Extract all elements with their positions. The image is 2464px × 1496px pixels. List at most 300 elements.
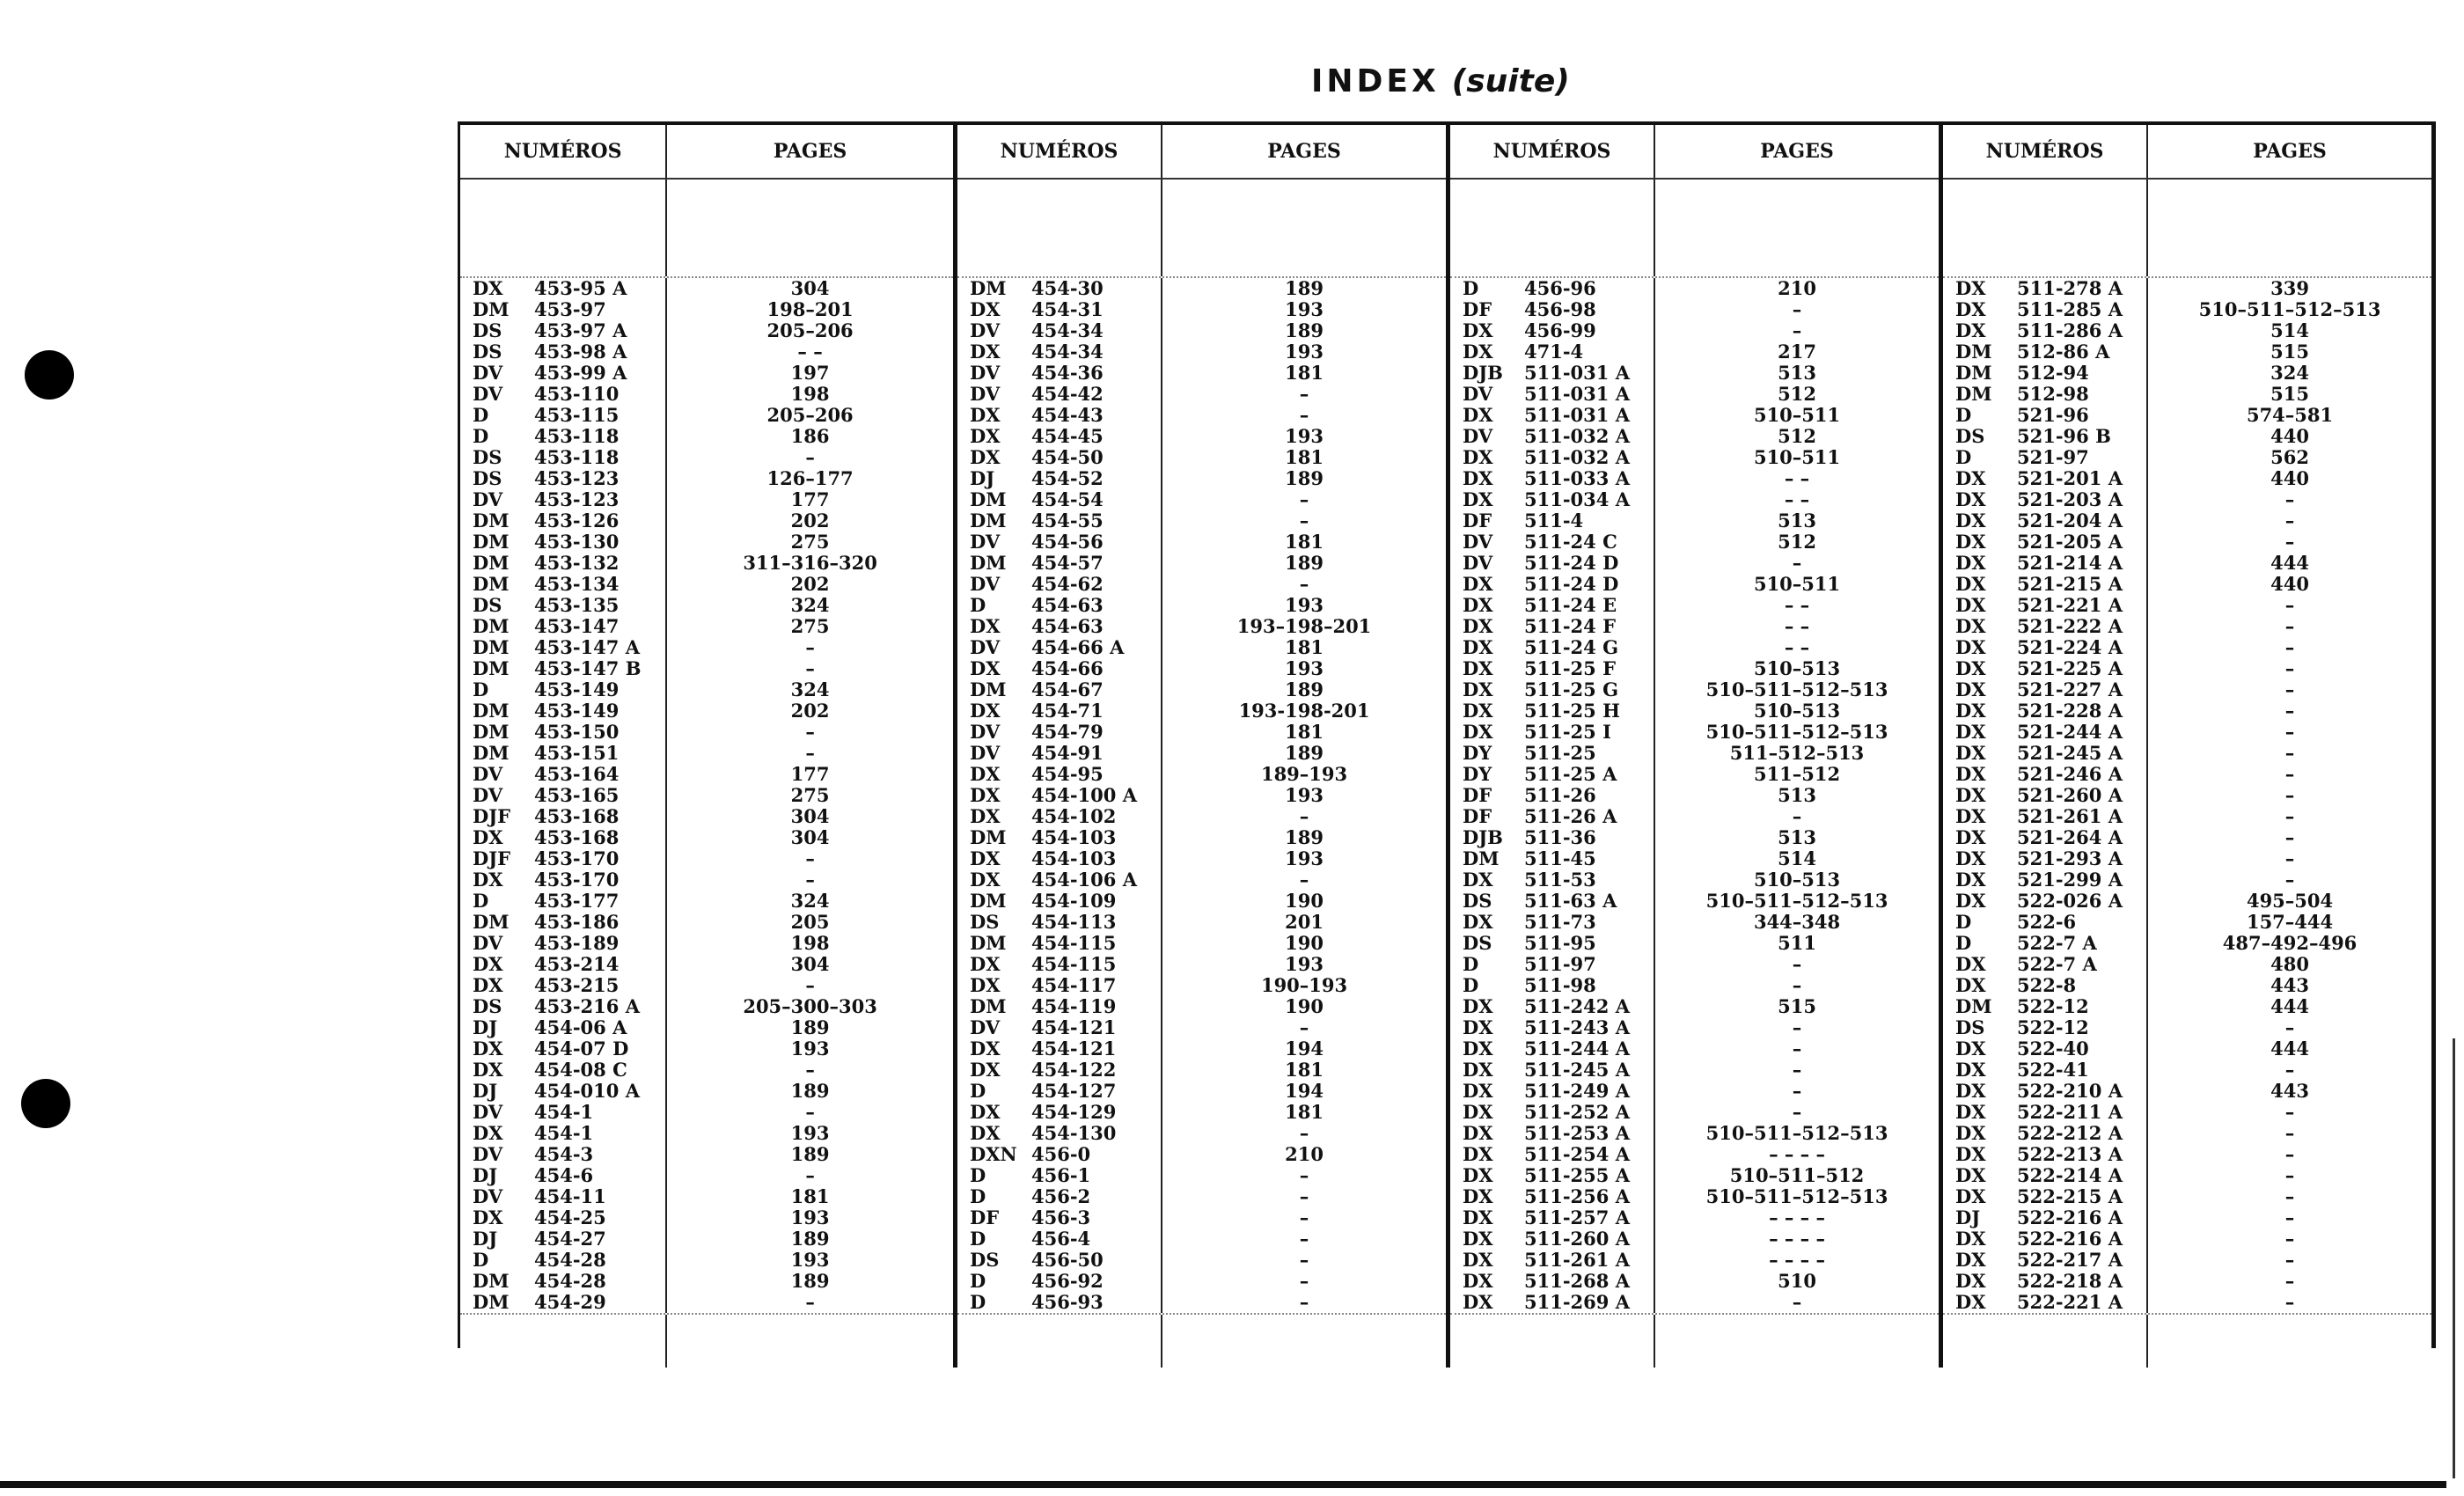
index-entry-number [1943,806,2146,827]
index-entry-pages: – [1299,1249,1309,1271]
index-entry-pages: 181 [1285,446,1324,468]
index-entry-number [957,912,1161,933]
index-entry-number [1943,595,2146,616]
index-entry-number [460,363,665,384]
entry-number: 511-95 [1524,932,1596,954]
index-entry-pages: 510–513 [1753,657,1841,679]
index-entry-number [1943,869,2146,891]
index-entry-number [957,806,1161,827]
entry-number: 521-260 A [2017,784,2123,806]
entry-number: 454-57 [1031,552,1104,574]
index-entry-pages: – [1299,1122,1309,1144]
dotted-spacer [957,180,1446,278]
entry-prefix: DX [1463,1122,1493,1144]
index-entry-pages: – – [1784,636,1810,658]
entry-number: 454-28 [534,1270,606,1292]
entry-prefix: DF [1463,510,1492,532]
entry-number: 456-4 [1031,1228,1091,1250]
index-entry-pages: 190 [1285,890,1324,912]
index-entry-number [1943,1144,2146,1165]
entry-number: 453-118 [534,446,620,468]
entry-prefix: DX [1955,1122,1986,1144]
index-entry-pages: 275 [790,531,830,553]
entry-number: 453-214 [534,953,620,975]
entry-number: 522-6 [2017,911,2077,933]
index-entry-number [1450,426,1654,447]
index-entry-number [460,1081,665,1102]
entry-number: 453-97 A [534,319,627,341]
index-entry-pages: 193 [790,1038,830,1060]
index-entry-number [957,637,1161,658]
entry-prefix: DX [970,1059,1001,1081]
index-entry-number [460,299,665,320]
entry-prefix: DV [473,1185,503,1207]
index-entry-number [460,1207,665,1228]
entry-prefix: DM [473,657,510,679]
index-entry-number [1943,1038,2146,1060]
index-entry-number [460,658,665,679]
index-entry-number [460,891,665,912]
header-pages: PAGES [2253,140,2327,163]
entry-number: 453-149 [534,678,620,700]
index-entry-number [957,933,1161,954]
index-entry-pages: – [1299,1016,1309,1038]
entry-number: 453-97 [534,298,606,320]
index-entry-number [1450,1102,1654,1123]
entry-number: 521-224 A [2017,636,2123,658]
entry-prefix: DX [1955,1143,1986,1165]
index-entry-number [957,1102,1161,1123]
index-entry-pages: 512 [1778,383,1816,405]
index-entry-pages: 181 [1285,362,1324,384]
entry-number: 456-92 [1031,1270,1104,1292]
index-entry-pages: 444 [2270,552,2309,574]
index-entry-number [957,1186,1161,1207]
dotted-spacer [460,180,953,278]
entry-prefix: DM [473,700,510,722]
entry-number: 453-164 [534,763,620,785]
index-entry-pages: – [2284,531,2295,553]
index-entry-pages: 515 [2270,383,2309,405]
index-entry-number [957,891,1161,912]
title-text: INDEX [1311,63,1440,99]
dotted-footer [460,1313,953,1368]
index-entry-number [957,468,1161,489]
index-grid [460,125,2431,1348]
entry-prefix: DX [970,869,1001,891]
index-entry-number [1943,1123,2146,1144]
entry-prefix: DX [1955,573,1986,595]
entry-number: 456-3 [1031,1206,1091,1228]
index-entry-number [1943,996,2146,1017]
pages-column [667,278,953,1313]
entry-number: 453-132 [534,552,620,574]
index-entry-number [957,1123,1161,1144]
index-entry-pages: 189–193 [1260,763,1348,785]
entry-prefix: DX [1955,953,1986,975]
index-entry-number [1943,341,2146,363]
entry-number: 512-94 [2017,362,2089,384]
index-entry-pages: – [1299,1206,1309,1228]
index-entry-number [957,1207,1161,1228]
index-entry-pages: 512 [1778,531,1816,553]
index-entry-number [1450,785,1654,806]
index-entry-pages: – [1299,869,1309,891]
index-entry-number [1943,320,2146,341]
entry-number: 454-28 [534,1249,606,1271]
entry-number: 453-130 [534,531,620,553]
entry-number: 453-147 A [534,636,640,658]
entry-number: 454-113 [1031,911,1117,933]
entry-number: 454-100 A [1031,784,1137,806]
entry-prefix: D [1955,911,1972,933]
index-entry-pages: – [1792,974,1802,996]
entry-number: 522-12 [2017,995,2089,1017]
index-entry-number [460,806,665,827]
entry-prefix: DV [1463,552,1493,574]
entry-prefix: DX [1463,467,1493,489]
index-entry-pages: 513 [1778,784,1816,806]
entry-prefix: DM [473,573,510,595]
entry-number: 521-203 A [2017,488,2123,510]
entry-number: 454-34 [1031,341,1104,363]
header-pages: PAGES [1267,140,1341,163]
pages-column [1655,278,1939,1313]
index-entry-number [1450,679,1654,700]
entry-prefix: DX [1463,615,1493,637]
entry-prefix: DM [970,678,1007,700]
entry-prefix: DM [473,531,510,553]
index-entry-number [1450,912,1654,933]
entry-prefix: DS [1463,890,1492,912]
index-entry-pages: – – [1784,488,1810,510]
index-entry-number [1450,1292,1654,1313]
index-entry-pages: – [805,721,815,743]
index-entry-number [1943,489,2146,510]
entry-prefix: DX [970,404,1001,426]
index-entry-pages: – [1299,383,1309,405]
entry-number: 521-204 A [2017,510,2123,532]
index-entry-pages: 513 [1778,510,1816,532]
index-entry-pages: 190–193 [1260,974,1348,996]
entry-prefix: DX [1463,488,1493,510]
entry-prefix: DY [1463,742,1492,764]
index-entry-number [1450,827,1654,848]
index-entry-pages: – [805,636,815,658]
entry-number: 511-256 A [1524,1185,1630,1207]
entry-prefix: DX [1955,1228,1986,1250]
entry-prefix: DM [473,721,510,743]
entry-prefix: DX [1463,1249,1493,1271]
index-entry-pages: 574–581 [2246,404,2334,426]
index-entry-pages: 514 [2270,319,2309,341]
entry-number: 454-50 [1031,446,1104,468]
entry-number: 456-98 [1524,298,1596,320]
index-entry-number [1450,996,1654,1017]
entry-prefix: DX [1463,1038,1493,1060]
index-entry-pages: 510–513 [1753,700,1841,722]
entry-number: 456-50 [1031,1249,1104,1271]
index-entry-number [957,1060,1161,1081]
index-entry-pages: – [1299,805,1309,827]
section-header [460,125,953,180]
entry-prefix: DX [1463,1080,1493,1102]
entry-prefix: DX [970,446,1001,468]
entry-number: 521-299 A [2017,869,2123,891]
entry-prefix: DX [1955,890,1986,912]
entry-number: 454-27 [534,1228,606,1250]
entry-number: 511-253 A [1524,1122,1630,1144]
entry-prefix: DX [1955,869,1986,891]
index-entry-pages: 515 [2270,341,2309,363]
index-entry-pages: – [1299,1291,1309,1313]
pages-column [2148,278,2431,1313]
index-entry-number [1943,447,2146,468]
index-table [458,121,2436,1348]
index-entry-pages: 181 [790,1185,830,1207]
entry-prefix: DV [473,932,503,954]
entry-prefix: D [473,1249,489,1271]
index-entry-pages: 181 [1285,531,1324,553]
header-numeros: NUMÉROS [460,125,667,178]
index-entry-pages: 193–198–201 [1236,615,1372,637]
index-entry-pages: 324 [790,678,830,700]
entry-number: 453-151 [534,742,620,764]
entry-prefix: DV [970,319,1001,341]
index-entry-pages: 440 [2270,425,2309,447]
entry-prefix: DX [1955,319,1986,341]
entry-number: 522-12 [2017,1016,2089,1038]
index-entry-pages: 510–511–512–513 [2198,298,2381,320]
entry-number: 454-129 [1031,1101,1117,1123]
index-entry-number [1943,764,2146,785]
entry-number: 522-210 A [2017,1080,2123,1102]
entry-number: 511-260 A [1524,1228,1630,1250]
index-entry-number [1943,679,2146,700]
entry-prefix: DX [1955,277,1986,299]
index-entry-pages: 190 [1285,995,1324,1017]
index-entry-pages: 189 [1285,678,1324,700]
entry-prefix: DV [970,362,1001,384]
index-entry-pages: – [805,657,815,679]
entry-number: 511-24 C [1524,531,1617,553]
title-subtitle: (suite) [1451,63,1570,99]
index-entry-pages: 443 [2270,974,2309,996]
index-entry-pages: 210 [1285,1143,1324,1165]
entry-number: 454-102 [1031,805,1117,827]
entry-prefix: DX [1463,1228,1493,1250]
entry-prefix: DJ [473,1228,498,1250]
entry-number: 454-119 [1031,995,1117,1017]
entry-prefix: D [1463,277,1479,299]
entry-prefix: DF [1463,805,1492,827]
entry-number: 512-86 A [2017,341,2110,363]
index-entry-number [1450,384,1654,405]
entry-number: 511-257 A [1524,1206,1630,1228]
index-entry-number [1943,658,2146,679]
index-entry-pages: 177 [790,763,830,785]
entry-number: 521-201 A [2017,467,2123,489]
index-entry-pages: 190 [1285,932,1324,954]
index-entry-pages: – [2284,742,2295,764]
index-entry-pages: – [2284,1101,2295,1123]
entry-number: 456-93 [1031,1291,1104,1313]
entry-prefix: DV [1463,383,1493,405]
entry-prefix: D [473,404,489,426]
index-entry-pages: – [1299,510,1309,532]
entry-number: 453-149 [534,700,620,722]
index-entry-number [460,553,665,574]
entry-prefix: DX [1955,594,1986,616]
entry-number: 453-123 [534,467,620,489]
index-entry-pages: 193 [1285,953,1324,975]
entry-number: 453-110 [534,383,620,405]
index-entry-number [1450,595,1654,616]
entry-prefix: DJ [970,467,995,489]
index-entry-pages: – [2284,636,2295,658]
index-entry-number [957,553,1161,574]
entry-number: 454-3 [534,1143,594,1165]
index-entry-number [1450,1017,1654,1038]
entry-number: 511-254 A [1524,1143,1630,1165]
index-entry-number [1450,1081,1654,1102]
index-entry-pages: – [2284,1164,2295,1186]
entry-prefix: DM [970,277,1007,299]
index-entry-pages: 189 [790,1080,830,1102]
entry-prefix: DF [1463,298,1492,320]
index-entry-pages: – [1299,404,1309,426]
index-entry-number [1450,278,1654,299]
index-entry-pages: – [1299,1185,1309,1207]
entry-prefix: DM [1463,847,1500,869]
index-entry-number [1450,1250,1654,1271]
entry-number: 521-246 A [2017,763,2123,785]
index-entry-number [1450,1144,1654,1165]
index-entry-number [957,827,1161,848]
punch-hole-top [25,350,74,400]
section-header [957,125,1446,180]
index-entry-number [460,700,665,722]
index-entry-number [1943,426,2146,447]
entry-number: 454-08 C [534,1059,627,1081]
index-entry-pages: 510–511 [1753,404,1841,426]
index-entry-number [1943,299,2146,320]
index-entry-number [957,1271,1161,1292]
entry-number: 511-034 A [1524,488,1630,510]
index-entry-number [460,912,665,933]
index-entry-pages: – [2284,721,2295,743]
entry-number: 453-99 A [534,362,627,384]
entry-prefix: DX [1463,341,1493,363]
entry-number: 522-214 A [2017,1164,2123,1186]
entry-prefix: DM [1955,995,1992,1017]
index-entry-number [957,700,1161,722]
entry-number: 454-63 [1031,594,1104,616]
entry-number: 454-6 [534,1164,594,1186]
index-entry-number [957,1081,1161,1102]
index-entry-number [1450,1186,1654,1207]
entry-prefix: DJB [1463,826,1503,848]
index-entry-pages: – [2284,1185,2295,1207]
entry-number: 521-293 A [2017,847,2123,869]
index-entry-pages: 513 [1778,826,1816,848]
index-entry-number [460,489,665,510]
entry-number: 522-217 A [2017,1249,2123,1271]
entry-number: 453-170 [534,847,620,869]
index-entry-number [460,827,665,848]
entry-number: 453-147 [534,615,620,637]
entry-number: 521-228 A [2017,700,2123,722]
entry-number: 454-11 [534,1185,606,1207]
entry-number: 511-261 A [1524,1249,1630,1271]
entry-prefix: DM [970,552,1007,574]
entry-number: 453-95 A [534,277,627,299]
index-entry-pages: – [1792,1291,1802,1313]
entry-number: 522-026 A [2017,890,2123,912]
entry-number: 511-243 A [1524,1016,1630,1038]
entry-number: 453-186 [534,911,620,933]
index-entry-pages: 189 [790,1270,830,1292]
index-entry-pages: 193 [1285,784,1324,806]
entry-number: 521-96 B [2017,425,2111,447]
index-entry-number [1943,384,2146,405]
index-entry-number [1450,806,1654,827]
index-entry-number [957,954,1161,975]
index-entry-pages: – [2284,1016,2295,1038]
index-entry-pages: 443 [2270,1080,2309,1102]
index-entry-number [1450,658,1654,679]
index-entry-number [460,933,665,954]
index-entry-number [1943,1060,2146,1081]
index-entry-pages: 181 [1285,721,1324,743]
index-entry-pages: 324 [790,594,830,616]
entry-number: 511-268 A [1524,1270,1630,1292]
entry-prefix: D [970,1228,986,1250]
entry-number: 511-031 A [1524,404,1630,426]
index-section-4 [1939,125,2431,1368]
entry-number: 511-25 A [1524,763,1617,785]
entry-prefix: DX [473,1059,503,1081]
entry-prefix: DM [473,298,510,320]
entry-prefix: D [1955,932,1972,954]
index-entry-number [460,1186,665,1207]
entry-prefix: DX [1955,974,1986,996]
entry-number: 521-261 A [2017,805,2123,827]
entry-number: 511-36 [1524,826,1596,848]
entry-number: 456-1 [1031,1164,1091,1186]
index-entry-number [460,764,665,785]
index-entry-number [460,848,665,869]
entry-number: 511-26 A [1524,805,1617,827]
index-entry-pages: 189 [1285,826,1324,848]
entry-prefix: DS [473,467,502,489]
index-entry-pages: 189 [1285,277,1324,299]
index-entry-number [1943,553,2146,574]
entry-prefix: DV [473,383,503,405]
index-entry-pages: – – – – [1769,1143,1825,1165]
entry-prefix: DM [970,826,1007,848]
entry-number: 454-103 [1031,826,1117,848]
header-numeros: NUMÉROS [1943,125,2148,178]
dotted-footer [1943,1313,2431,1368]
index-entry-number [1450,553,1654,574]
index-entry-pages: – [805,742,815,764]
section-rows [957,278,1446,1313]
index-entry-number [460,1060,665,1081]
entry-number: 454-56 [1031,531,1104,553]
entry-number: 511-278 A [2017,277,2123,299]
index-entry-number [460,384,665,405]
